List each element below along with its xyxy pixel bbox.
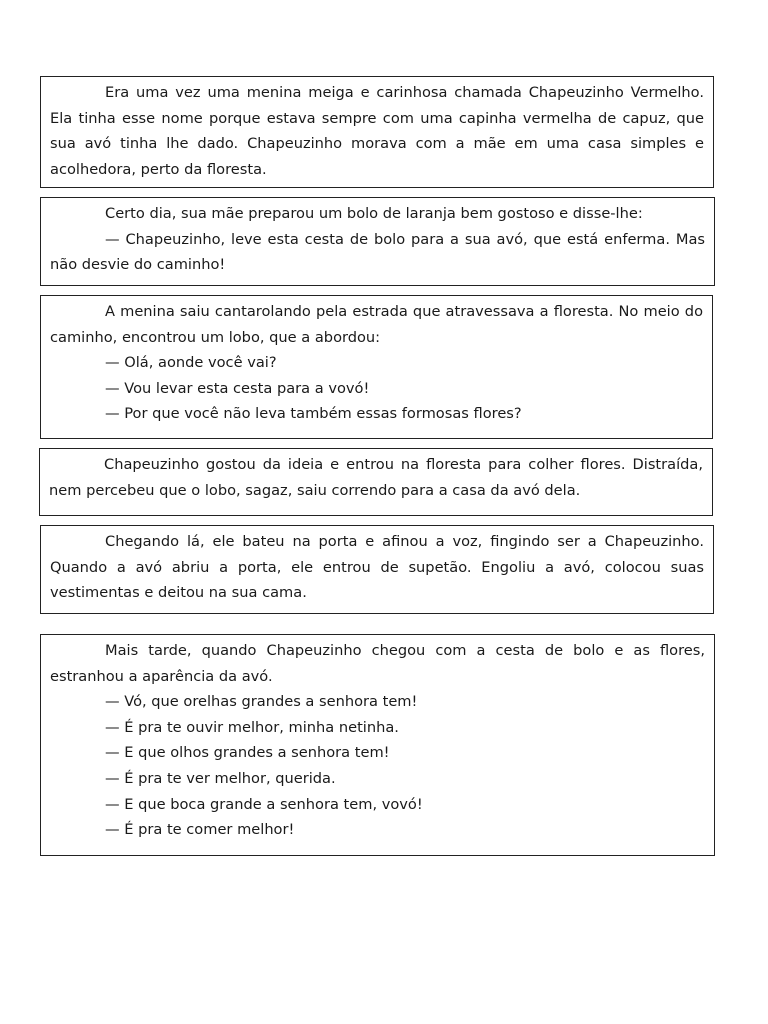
story-box-2 [40, 197, 715, 286]
paragraph: Certo dia, sua mãe preparou um bolo de laranja bem gostoso e disse-lhe: [105, 205, 643, 222]
paragraph: Era uma vez uma menina meiga e carinhosa chamada Chapeuzinho Vermelho. Ela tinha esse nome porque estava sempre com uma capinha vermelha de capuz, que sua avó tinha lhe dado. Chapeuzinho morava com a mãe em uma casa simples e acolhedora, perto da floresta. [50, 84, 704, 178]
story-box-3 [40, 295, 713, 439]
story-box-4 [39, 448, 713, 516]
dialogue-line: — É pra te comer melhor! [105, 821, 295, 839]
story-box-6 [40, 634, 715, 856]
paragraph: Mais tarde, quando Chapeuzinho chegou com a cesta de bolo e as flores, estranhou a aparência da avó. [50, 642, 705, 685]
dialogue-line: — E que olhos grandes a senhora tem! [105, 744, 390, 762]
paragraph: A menina saiu cantarolando pela estrada que atravessava a floresta. No meio do caminho, encontrou um lobo, que a abordou: [50, 303, 703, 346]
dialogue-line: — É pra te ouvir melhor, minha netinha. [105, 718, 399, 736]
dialogue-line: — Olá, aonde você vai? [105, 354, 277, 372]
dialogue-line: — Vó, que orelhas grandes a senhora tem! [105, 693, 418, 711]
dialogue-line: — Vou levar esta cesta para a vovó! [105, 379, 370, 397]
dialogue-line: — É pra te ver melhor, querida. [105, 769, 336, 787]
story-box-5 [40, 525, 714, 614]
story-box-1 [40, 76, 714, 188]
paragraph: — Chapeuzinho, leve esta cesta de bolo para a sua avó, que está enferma. Mas não desvie do caminho! [50, 230, 705, 274]
dialogue-line: — Por que você não leva também essas formosas flores? [105, 405, 522, 423]
paragraph: Chegando lá, ele bateu na porta e afinou a voz, fingindo ser a Chapeuzinho. Quando a avó abriu a porta, ele entrou de supetão. Engoliu a avó, colocou suas vestimentas e deitou na sua cama. [50, 533, 704, 602]
paragraph: Chapeuzinho gostou da ideia e entrou na floresta para colher flores. Distraída, nem percebeu que o lobo, sagaz, saiu correndo para a casa da avó dela. [49, 456, 703, 499]
dialogue-line: — E que boca grande a senhora tem, vovó! [105, 795, 423, 813]
